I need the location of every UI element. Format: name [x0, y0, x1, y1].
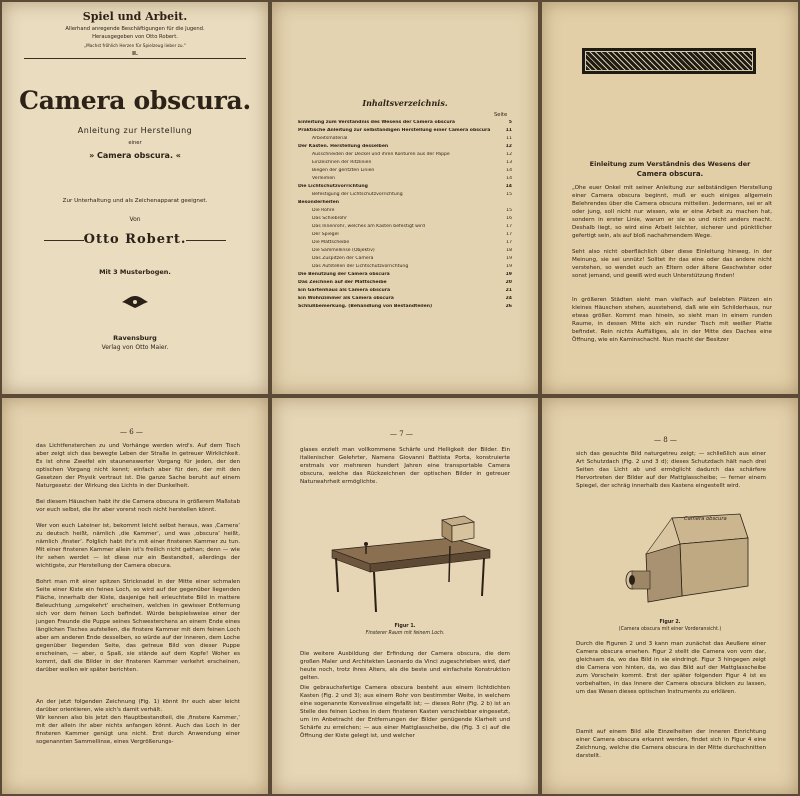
- page-number: — 8 —: [654, 436, 677, 444]
- intro-page: [542, 2, 798, 394]
- toc-entry-page: 18: [506, 248, 512, 253]
- toc-entry-text: Der Kasten. Herstellung desselben: [298, 144, 389, 149]
- toc-entry-text: Die Röhre: [312, 208, 335, 213]
- series-subtitle: Allerhand anregende Beschäftigungen für die Jugend.: [65, 26, 205, 32]
- figure-2-camera-illustration: [602, 510, 752, 612]
- page7-paragraph-1: glases erzielt man vollkommene Schärfe und Helligkeit der Bilder. Ein italienischer Gelehrter, Namens Giovanni Battista Porta, konstruierte erstmals vor mehreren hundert Jahren eine transportable Camera obscura, welche das Rückzeichnen der optischen Bilder in getreuer Naturwahrheit ermöglichte.: [300, 447, 510, 485]
- toc-entry-text: Das Innenrohr, welches am Kasten befestigt wird: [312, 224, 425, 229]
- toc-entry-text: Ausschneiden der Deckel und ihren Konturen aus der Pappe: [312, 152, 450, 157]
- toc-entry-text: Befestigung der Lichtschutzvorrichtung: [312, 192, 403, 197]
- page6-paragraph-5: An der jetzt folgenden Zeichnung (Fig. 1) könnt ihr euch aber leicht darüber orientieren, wie sich's damit verhält.: [36, 699, 240, 713]
- toc-entry: [298, 120, 512, 126]
- toc-entry-text: Verleimen: [312, 176, 336, 181]
- toc-entry: [298, 144, 512, 150]
- toc-entry-text: Arbeitsmaterial: [312, 136, 348, 141]
- toc-entry-text: Die Benützung der Camera obscura: [298, 272, 390, 277]
- intro-heading-camera: Camera obscura.: [636, 170, 704, 178]
- series-title: Spiel und Arbeit.: [82, 10, 188, 23]
- toc-entry-text: Das Aufstellen der Lichtschutzvorrichtung: [312, 264, 409, 269]
- toc-entry-page: 19: [506, 264, 512, 269]
- toc-entry-page: 12: [505, 144, 512, 149]
- toc-entry-page: 20: [505, 280, 512, 285]
- cover-page: [2, 2, 268, 394]
- toc-entry-page: 19: [506, 256, 512, 261]
- page-7: [272, 398, 538, 794]
- toc-entry-text: Praktische Anleitung zur selbständigen Herstellung einer Camera obscura: [298, 128, 491, 133]
- toc-entry-page: 26: [505, 304, 512, 309]
- toc-entry-text: Die Sammellinse (Objektiv): [312, 248, 375, 253]
- toc-entry: [312, 240, 512, 246]
- page-number: — 6 —: [120, 428, 143, 436]
- series-number: II.: [132, 51, 138, 57]
- page6-paragraph-4: Bohrt man mit einer spitzen Stricknadel in der Mitte einer schmalen Seite einer Kiste ein feines Loch, so wird auf der gegenüber liegenden Fläche, innerhalb der Kiste, dasjenige hell erleuchtete Bild in mattere Beleuchtung ‚umgekehrt‘ erscheinen, welches in gewisser Entfernung sich vor dem feinen Loch befindet. Würde beispielsweise einer der jungen Freunde die Puppe seines Schwesterchens an einem Ende eines länglichen Tisches aufstellen, die finstere Kammer mit dem feinen Loch aber am anderen Ende desselben, so würde auf der inneren, dem Loche gegenüber liegenden Seite, das getreue Bild von dieser Puppe erscheinen, — aber, o Spaß, sie stände auf dem Kopfe! Woher es kommt, daß die Bilder in der finsteren Kammer verkehrt erscheinen, darüber wollen wir später berichten.: [36, 579, 240, 673]
- cover-subtitle-einer: einer: [128, 140, 142, 146]
- cover-appendix: Mit 3 Musterbogen.: [99, 268, 171, 276]
- page8-paragraph-3: Damit auf einem Bild alle Einzelheiten der inneren Einrichtung einer Camera obscura erkannt werden, findet sich in Figur 4 eine Zeichnung, welche die Camera obscura in der Mitte durchschnitten darstellt.: [576, 729, 766, 759]
- toc-entry-text: Ein Wohnzimmer als Camera obscura: [298, 296, 394, 301]
- toc-entry-page: 14: [506, 168, 512, 173]
- toc-entry: [312, 160, 512, 166]
- page7-paragraph-2: Die weitere Ausbildung der Erfindung der Camera obscura, die dem großen Maler und Architekten Leonardo da Vinci zugeschrieben wird, darf heute noch, trotz ihres Alters, als die beste und einfachste Konstruktion gelten.: [300, 651, 510, 681]
- toc-entry-page: 17: [506, 240, 512, 245]
- toc-entry-page: 11: [506, 136, 512, 141]
- toc-entry: [312, 232, 512, 238]
- toc-entry: [312, 136, 512, 142]
- page-6: [2, 398, 268, 794]
- toc-entry: [312, 224, 512, 230]
- toc-entry: [312, 264, 512, 270]
- figure-1-caption: Finsterer Raum mit feinem Loch.: [365, 631, 445, 636]
- figure-2-label: Figur 2.: [659, 620, 681, 625]
- toc-entry: [312, 168, 512, 174]
- cover-subtitle: Anleitung zur Herstellung: [77, 126, 193, 135]
- toc-entry-page: 5: [508, 120, 512, 125]
- page8-paragraph-2: Durch die Figuren 2 und 3 kann man zunächst das Aeußere einer Camera obscura ersehen. Figur 2 stellt die Camera von vorn dar, gleichsam da, wo das Bild in sie eindringt. Figur 3 hingegen zeigt die Camera von hinten, da, wo das Bild auf der Mattglasscheibe zum Vorschein kommt. Erst der später folgenden Figur 4 ist es vorbehalten, in das Innere der Camera obscura blicken zu lassen, um das Wesen dieses optischen Instruments zu erklären.: [576, 641, 766, 695]
- toc-entry: [312, 256, 512, 262]
- toc-entry-text: Ein Gartenhaus als Camera obscura: [298, 288, 391, 293]
- toc-entry: [298, 304, 512, 310]
- page-8: [542, 398, 798, 794]
- series-motto: „Machst fröhlich Herzen für Spielzeug lieber zu.“: [84, 43, 186, 48]
- toc-entry-text: Das Zuspitzen der Camera: [312, 256, 374, 261]
- cover-purpose: Zur Unterhaltung und als Zeichenapparat geeignet.: [62, 198, 208, 204]
- intro-paragraph-1: „Ohe euer Onkel mit seiner Anleitung zur selbständigen Herstellung einer Camera obscura beginnt, muß er euch einiges allgemein Belehrendes über die Camera obscura mitteilen. Jedermann, sei er alt oder jung, soll nicht nur wissen, wie er eine Arbeit zu machen hat, sondern in erster Linie, warum er sie so und nicht anders macht. Deshalb liegt, so wird eine Arbeit leichter, sicherer und pünktlicher gefertigt sein, als auf bloß nachahmendem Wege.: [572, 185, 772, 239]
- cover-subtitle-camera: » Camera obscura. «: [89, 151, 181, 160]
- toc-entry-text: Der Spiegel: [312, 232, 339, 237]
- page8-paragraph-1: sich das gesuchte Bild naturgetreu zeigt; — schließlich aus einer Art Schutzdach (Fig. 2 und 3 d); dieses Schutzdach hält nach drei Seiten das Licht ab und ermöglicht dadurch das schärfere Hervortreten der Bilder auf der Mattglasscheibe; — ferner einem Spiegel, der schräg innerhalb des Kastens eingestellt wird.: [576, 451, 766, 489]
- top-rule: [24, 58, 246, 59]
- toc-entry-page: 14: [506, 176, 512, 181]
- figure-2-caption: (Camera obscura mit einer Vorderansicht.): [618, 627, 722, 632]
- toc-entry-text: Einleitung zum Verständnis des Wesens der Camera obscura: [298, 120, 456, 125]
- decorative-border-ornament: [582, 48, 756, 74]
- toc-entry-page: 14: [505, 184, 512, 189]
- toc-entry-page: 21: [505, 288, 512, 293]
- toc-heading: Inhaltsverzeichnis.: [362, 98, 448, 108]
- toc-entry-text: Biegen der geritzten Linien: [312, 168, 375, 173]
- toc-entry: [312, 216, 512, 222]
- toc-entry-page: 11: [505, 128, 512, 133]
- toc-entry: [312, 176, 512, 182]
- intro-paragraph-3: In größeren Städten sieht man vielfach auf belebten Plätzen ein kleines Häuschen stehen, ausstehend, daß wie ein Schilderhaus, nur etwas größer. Kommt man hinein, so sieht man in einem runden Raume, in dessen Mitte sich ein runder Tisch mit weißer Platte befindet. Rein nichts Auffälliges, als in der Mitte des Daches eine Öffnung, wie ein Kaminschacht. Nun macht der Besitzer: [572, 297, 772, 343]
- toc-entry: [312, 152, 512, 158]
- toc-entry: [298, 296, 512, 302]
- cover-place: Ravensburg: [113, 334, 157, 342]
- toc-entry-text: Das Schiebrohr: [312, 216, 347, 221]
- toc-entry-page: 13: [506, 160, 512, 165]
- cover-publisher: Verlag von Otto Maier.: [101, 344, 169, 351]
- toc-entry-page: 17: [506, 224, 512, 229]
- page6-paragraph-6: Wir kennen also bis jetzt den Hauptbestandteil, die ‚finstere Kammer,‘ mit der allein ihr aber nichts anfangen könnt. Auch das Loch in der finsteren Kammer genügt uns nicht. Erst durch Anwendung einer sogenannten Sammellinse, eines Vergrößerungs-: [36, 715, 240, 745]
- toc-seite-label: Seite: [494, 112, 508, 118]
- toc-entry-page: 16: [506, 216, 512, 221]
- figure-1-label: Figur 1.: [394, 624, 416, 629]
- toc-entry-page: 17: [506, 232, 512, 237]
- toc-entry-page: 12: [506, 152, 512, 157]
- toc-entry-page: 15: [506, 208, 512, 213]
- figure-2-top-label: Camera obscura: [684, 516, 727, 522]
- toc-entry-text: Besonderheiten: [298, 200, 339, 205]
- toc-entry-page: 24: [505, 296, 512, 301]
- toc-entry-text: Das Zeichnen auf der Mattscheibe: [298, 280, 387, 285]
- cover-author: Otto Robert.: [83, 232, 187, 247]
- toc-entry-text: Schlußbemerkung. (Behandlung von Bestandteilen): [298, 304, 433, 309]
- toc-entry: [298, 184, 512, 190]
- toc-entry: [298, 288, 512, 294]
- toc-entry: [298, 280, 512, 286]
- toc-page: [272, 2, 538, 394]
- toc-entry-text: Die Mattscheibe: [312, 240, 350, 245]
- figure-1-table-illustration: [322, 508, 492, 618]
- author-rule-right: [186, 240, 226, 241]
- toc-entry: [298, 272, 512, 278]
- page7-paragraph-3: Die gebrauchsfertige Camera obscura besteht aus einem lichtdichten Kasten (Fig. 2 und 3); aus einem Rohr von bestimmter Weite, in welchem eine sogenannte Konvexlinse eingefaßt ist; — dieses Rohr (Fig. 2 b) ist an Stelle des feinen Loches in dem finsteren Kasten verschiebbar eingesetzt, um im Anbetracht der Entfernungen der Bilder genügende Klarheit und Schärfe zu erreichen; — aus einer Mattglasscheibe, die (Fig. 3 c) auf die Öffnung der Kiste gelegt ist, und welcher: [300, 685, 510, 739]
- toc-entry-page: 15: [506, 192, 512, 197]
- toc-entry-text: Einzeichnen der Ritzlinien: [312, 160, 372, 165]
- publisher-ornament-icon: [120, 294, 150, 310]
- intro-heading: Einleitung zum Verständnis des Wesens der: [589, 160, 751, 168]
- toc-entry-page: 19: [505, 272, 512, 277]
- page6-paragraph-2: Bei diesem Häuschen habt ihr die Camera obscura in größerem Maßstab vor euch selbst, die ihr aber vorerst noch nicht herstellen könnt.: [36, 499, 240, 513]
- toc-entry: [312, 208, 512, 214]
- intro-paragraph-2: Seht also nicht oberflächlich über diese Einleitung hinweg, in der Meinung, sie sei unnütz! Solltet ihr das eine oder das andere nicht verstehen, so wendet euch an Eltern oder ältere Geschwister oder sonst jemand, und gewiß wird euch Unterstützung finden!: [572, 249, 772, 279]
- toc-entry-text: Die Lichtschutzvorrichtung: [298, 184, 368, 189]
- cover-title: Camera obscura.: [19, 86, 251, 115]
- page6-paragraph-3: Wer von euch Lateiner ist, bekommt leicht selbst heraus, was ‚Camera‘ zu deutsch heißt, nämlich ‚die Kammer‘, und was ‚obscura‘ heißt, nämlich ‚finster‘. Folglich habt ihr's mit einer finsteren Kammer zu tun. Mit einer finsteren Kammer allein ist's freilich nicht gethan; denn — wie ihr sehen werdet — ist diese nur ein Bestandteil, allerdings der wichtigste, zur Herstellung der Camera obscura.: [36, 523, 240, 569]
- cover-by: Von: [129, 216, 141, 223]
- series-editor: Herausgegeben von Otto Robert.: [92, 34, 178, 40]
- page-number: — 7 —: [390, 430, 413, 438]
- toc-entry: [298, 200, 512, 206]
- page6-paragraph-1: das Lichtfensterchen zu und Vorhänge werden wird's. Auf dem Tisch aber zeigt sich das bewegte Leben der Straße in getreuer Wirklichkeit. Es ist ohne Zweifel ein staunenswerter Vorgang für jeden, der den optischen Vorgang nicht kennt; einfach aber für den, der mit den Gesetzen der Physik vertraut ist. Die ganze Sache beruht auf einem Naturgesetz: der Wirkung des Lichts in der Dunkelheit.: [36, 443, 240, 489]
- toc-entry: [312, 248, 512, 254]
- toc-entry: [298, 128, 512, 134]
- toc-entry: [312, 192, 512, 198]
